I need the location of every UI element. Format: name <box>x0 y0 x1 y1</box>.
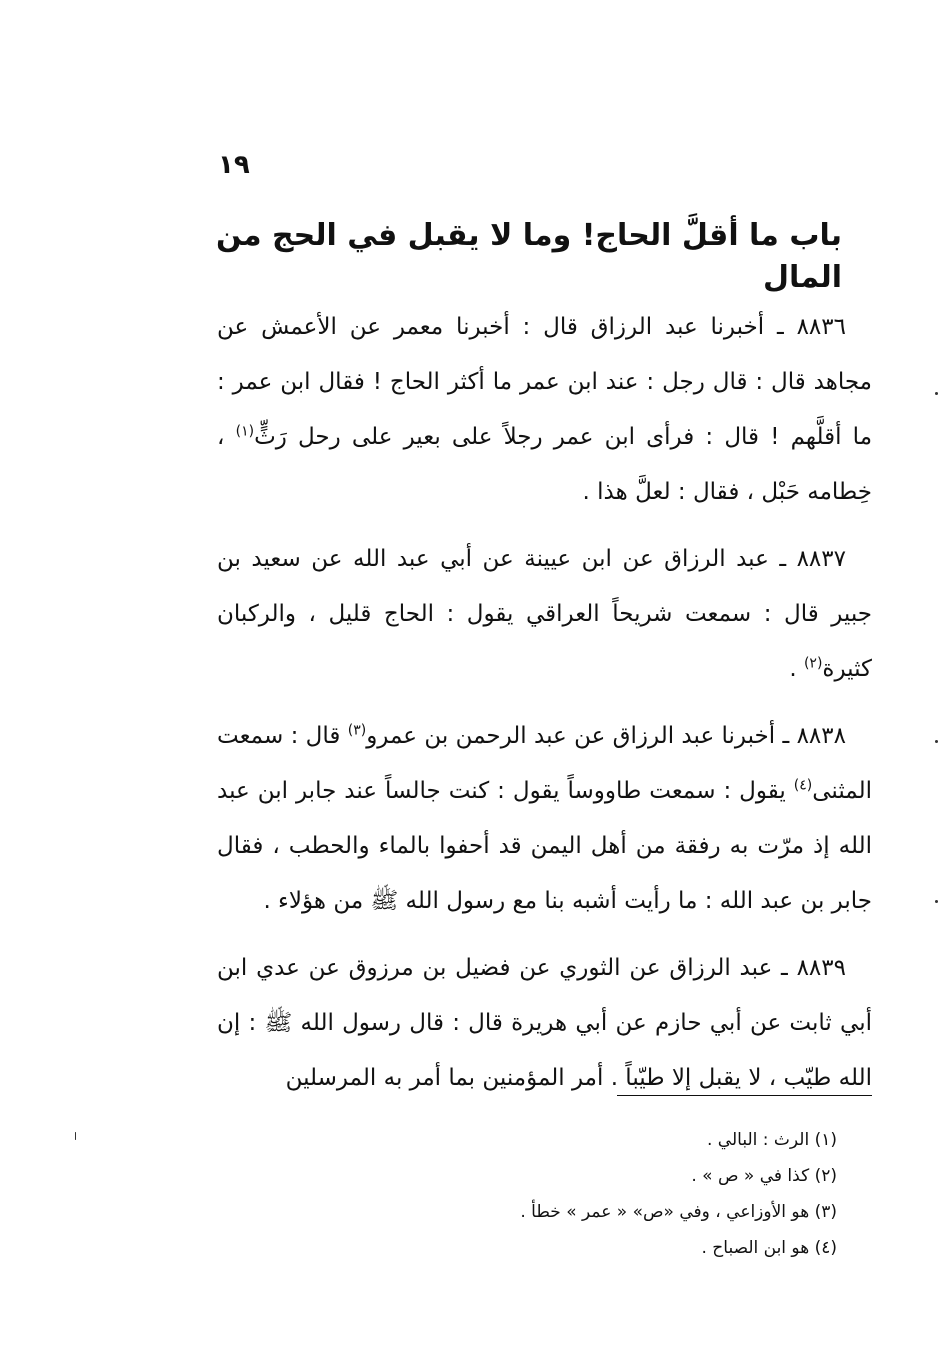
footnote-2: (٢) كذا في « ص » . <box>691 1166 837 1186</box>
footnote-1: (١) الرث : البالي . <box>706 1130 837 1150</box>
scan-speck <box>935 740 938 743</box>
footnote-3: (٣) هو الأوزاعي ، وفي «ص» « عمر » خطأ . <box>520 1202 837 1222</box>
page-number: ١٩ <box>218 150 250 180</box>
hadith-8836-end: ، خِطامه حَبْل ، فقال : لعلَّ هذا . <box>217 424 872 505</box>
chapter-title: باب ما أقلَّ الحاج! وما لا يقبل في الحج من المال <box>215 218 842 295</box>
hadith-8838 <box>217 709 872 929</box>
footnote-ref-4: (٤) <box>793 777 813 794</box>
footnote-ref-2: (٢) <box>803 655 823 672</box>
hadith-body <box>217 300 872 1118</box>
footnote-divider <box>617 1095 872 1096</box>
hadith-8838-part3: يقول : سمعت طاووساً يقول : كنت جالساً عند جابر ابن عبد الله إذ مرّت به رفقة من أهل اليمن قد أحفوا بالماء والحطب ، فقال جابر بن عبد الله : ما رأيت أشبه بنا مع رسول الله ﷺ من هؤلاء . <box>217 778 872 914</box>
scan-speck <box>935 900 938 903</box>
hadith-8839 <box>217 941 872 1106</box>
hadith-8837-text: ٨٨٣٧ ـ عبد الرزاق عن ابن عيينة عن أبي عبد الله عن سعيد بن جبير قال : سمعت شريحاً العراقي يقول : الحاج قليل ، والركبان كثيرة <box>217 546 872 682</box>
hadith-8839-text: ٨٨٣٩ ـ عبد الرزاق عن الثوري عن فضيل بن مرزوق عن عدي ابن أبي ثابت عن أبي حازم عن أبي هريرة قال : قال رسول الله ﷺ : إن الله طيّب ، لا يقبل إلا طيّباً . أمر المؤمنين بما أمر به المرسلين <box>217 955 872 1091</box>
scan-speck <box>75 1132 76 1140</box>
footnote-ref-3: (٣) <box>347 722 367 739</box>
hadith-8838-part1: ٨٨٣٨ ـ أخبرنا عبد الرزاق عن عبد الرحمن بن عمرو <box>366 723 846 749</box>
hadith-8836-text: ٨٨٣٦ ـ أخبرنا عبد الرزاق قال : أخبرنا معمر عن الأعمش عن مجاهد قال : قال رجل : عند ابن عمر ما أكثر الحاج ! فقال ابن عمر : ما أقلَّهم ! قال : فرأى ابن عمر رجلاً على بعير على رحل رَثٍّ <box>217 314 873 450</box>
footnotes <box>277 1122 837 1266</box>
footnote-4: (٤) هو ابن الصباح . <box>701 1238 837 1258</box>
hadith-8838-part2: قال : سمعت المثنى <box>217 723 872 804</box>
scan-speck <box>935 392 938 395</box>
hadith-8837-end: . <box>789 656 804 682</box>
footnote-ref-1: (١) <box>235 423 255 440</box>
hadith-8837 <box>217 532 872 697</box>
hadith-8836 <box>217 300 872 520</box>
